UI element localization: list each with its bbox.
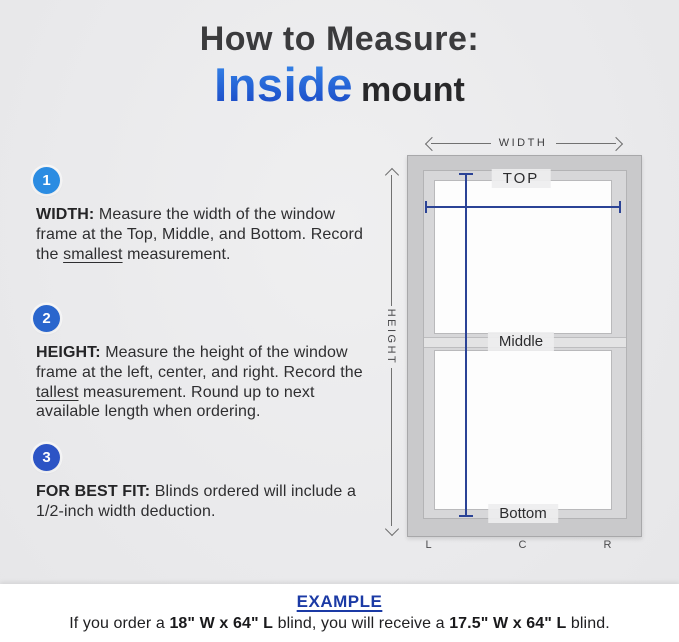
step-2-underlined-word: tallest xyxy=(36,383,79,401)
window-measurement-diagram xyxy=(380,130,679,575)
step-2-text xyxy=(33,343,369,422)
step-1-label: WIDTH: xyxy=(36,206,95,223)
example-order-size: 18" W x 64" L xyxy=(169,615,274,632)
width-dimension-label: WIDTH xyxy=(498,137,548,149)
step-1-number-badge: 1 xyxy=(33,167,60,194)
example-text-middle: blind, you will receive a xyxy=(273,615,450,632)
step-2-number-badge: 2 xyxy=(33,305,60,332)
height-arrow-up-icon xyxy=(385,168,399,182)
example-sentence xyxy=(0,615,679,633)
step-3-text xyxy=(33,482,369,522)
example-receive-size: 17.5" W x 64" L xyxy=(449,615,567,632)
step-2-text-after: measurement. Round up to next available length when ordering. xyxy=(36,383,315,421)
example-heading: EXAMPLE xyxy=(296,592,383,611)
step-2-label: HEIGHT: xyxy=(36,344,101,361)
bottom-position-label: Bottom xyxy=(488,504,558,523)
axis-left-label: L xyxy=(425,539,433,551)
height-arrow-down-icon xyxy=(385,522,399,536)
window-lower-sash-pane xyxy=(434,350,612,510)
height-measure-line xyxy=(465,174,467,516)
title-emphasis: Inside xyxy=(214,57,353,111)
axis-right-label: R xyxy=(603,539,613,551)
step-2-text-before: Measure the height of the window frame at the left, center, and right. Record the xyxy=(36,344,363,381)
step-1-text-after: measurement. xyxy=(122,245,231,263)
step-3 xyxy=(33,444,369,522)
step-3-label: FOR BEST FIT: xyxy=(36,483,151,500)
middle-position-label: Middle xyxy=(488,332,554,351)
width-arrow-line-left xyxy=(431,143,491,144)
axis-center-label: C xyxy=(518,539,528,551)
height-dimension-label: HEIGHT xyxy=(385,308,397,366)
width-arrow-right-icon xyxy=(609,137,623,151)
height-measure-tick-bottom xyxy=(459,515,473,517)
title-line-1: How to Measure: xyxy=(199,20,480,58)
width-measure-line xyxy=(426,206,620,208)
top-position-label: TOP xyxy=(492,169,551,188)
step-1-text xyxy=(33,205,369,264)
step-3-number-badge: 3 xyxy=(33,444,60,471)
step-1 xyxy=(33,167,369,264)
height-arrow-line-top xyxy=(391,175,392,306)
step-2 xyxy=(33,305,369,422)
example-section xyxy=(0,584,679,642)
step-3-text-before: Blinds ordered will include a 1/2-inch width deduction. xyxy=(36,483,356,520)
step-1-underlined-word: smallest xyxy=(63,245,123,263)
width-measure-tick-right xyxy=(619,201,621,213)
window-upper-sash-pane xyxy=(434,180,612,334)
width-arrow-left-icon xyxy=(425,137,439,151)
width-arrow-line-right xyxy=(556,143,616,144)
title-line-2 xyxy=(0,57,679,111)
height-arrow-line-bottom xyxy=(391,368,392,526)
example-text-after: blind. xyxy=(566,615,610,632)
step-1-text-before: Measure the width of the window frame at the Top, Middle, and Bottom. Record the xyxy=(36,206,363,263)
title-suffix: mount xyxy=(360,70,465,109)
example-text-before: If you order a xyxy=(69,615,170,632)
page-title xyxy=(0,22,679,109)
